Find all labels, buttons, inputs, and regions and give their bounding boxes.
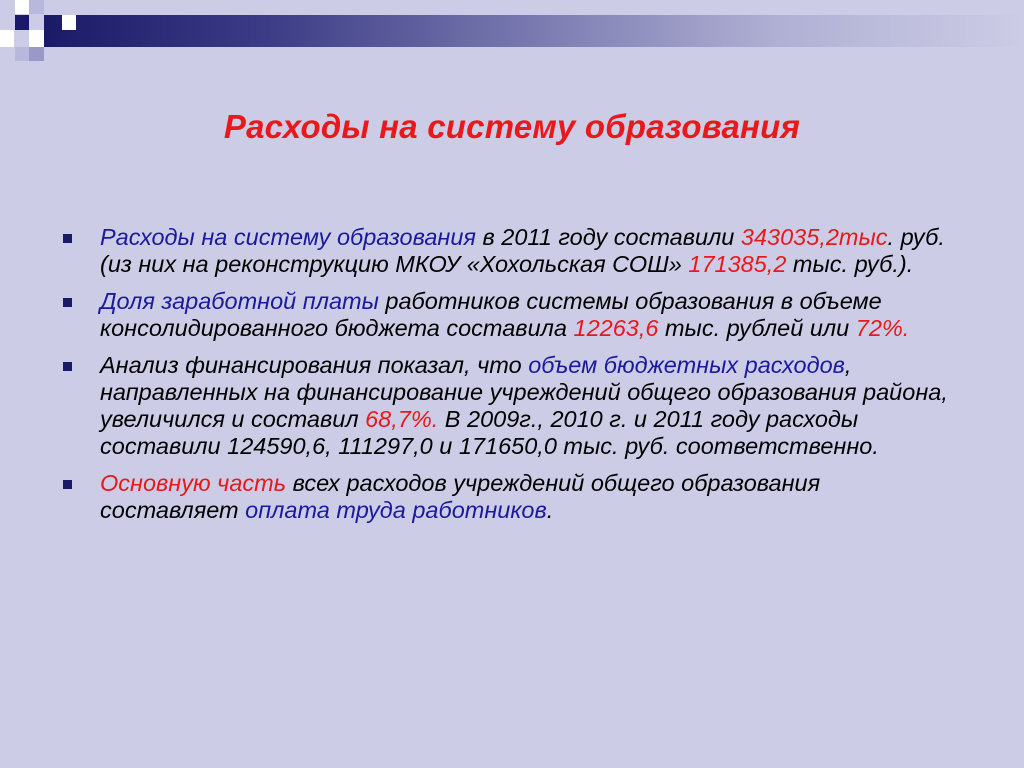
text-segment: . руб. (из них на реконструкцию МКОУ «Хохольская СОШ» <box>100 224 945 277</box>
bullet-square-icon <box>63 362 72 371</box>
text-segment: в 2011 году составили <box>475 224 741 250</box>
highlight-blue: оплата труда работников <box>245 497 547 523</box>
bullet-item <box>62 352 962 460</box>
bullet-square-icon <box>63 298 72 307</box>
text-segment: Анализ финансирования показал, что <box>100 352 529 378</box>
decor-square <box>15 47 29 61</box>
highlight-red: 343035,2тыс <box>740 224 888 250</box>
highlight-red: 171385,2 <box>688 251 787 277</box>
bullet-text <box>100 352 948 459</box>
text-segment: всех расходов учреждений общего образования составляет <box>100 470 821 523</box>
header-gradient-bar <box>44 15 1024 47</box>
text-segment: , направленных на финансирование учреждений общего образования района, увеличился и составил <box>100 352 948 432</box>
bullet-text <box>100 288 909 341</box>
text-segment: В 2009г., 2010 г. и 2011 году расходы составили 124590,6, 111297,0 и 171650,0 тыс. руб. соответственно. <box>100 406 879 459</box>
bullet-item <box>62 470 962 524</box>
decor-square <box>29 30 44 47</box>
highlight-red: 72%. <box>855 315 910 341</box>
text-segment: тыс. рублей или <box>658 315 856 341</box>
decor-square <box>0 30 14 47</box>
bullet-text <box>100 224 945 277</box>
bullet-square-icon <box>63 234 72 243</box>
bullet-square-icon <box>63 480 72 489</box>
decor-square <box>29 0 44 14</box>
text-segment: . <box>546 497 554 523</box>
highlight-red: Основную часть <box>100 470 287 496</box>
decor-square <box>62 15 76 30</box>
highlight-blue: Доля заработной платы <box>100 288 379 314</box>
decor-square <box>29 47 44 61</box>
slide-title: Расходы на систему образования <box>223 108 801 145</box>
decor-square <box>15 0 29 14</box>
bullet-text <box>100 470 820 523</box>
bullet-item <box>62 224 962 278</box>
text-segment: тыс. руб.). <box>786 251 914 277</box>
bullet-item <box>62 288 962 342</box>
highlight-blue: объем бюджетных расходов <box>528 352 845 378</box>
bullet-list <box>62 224 962 534</box>
highlight-blue: Расходы на систему образования <box>100 224 476 250</box>
decorative-header <box>0 0 1024 70</box>
highlight-red: 12263,6 <box>573 315 659 341</box>
text-segment: работников системы образования в объеме консолидированного бюджета составила <box>100 288 882 341</box>
highlight-red: 68,7%. <box>365 406 439 432</box>
decor-square <box>15 15 29 30</box>
